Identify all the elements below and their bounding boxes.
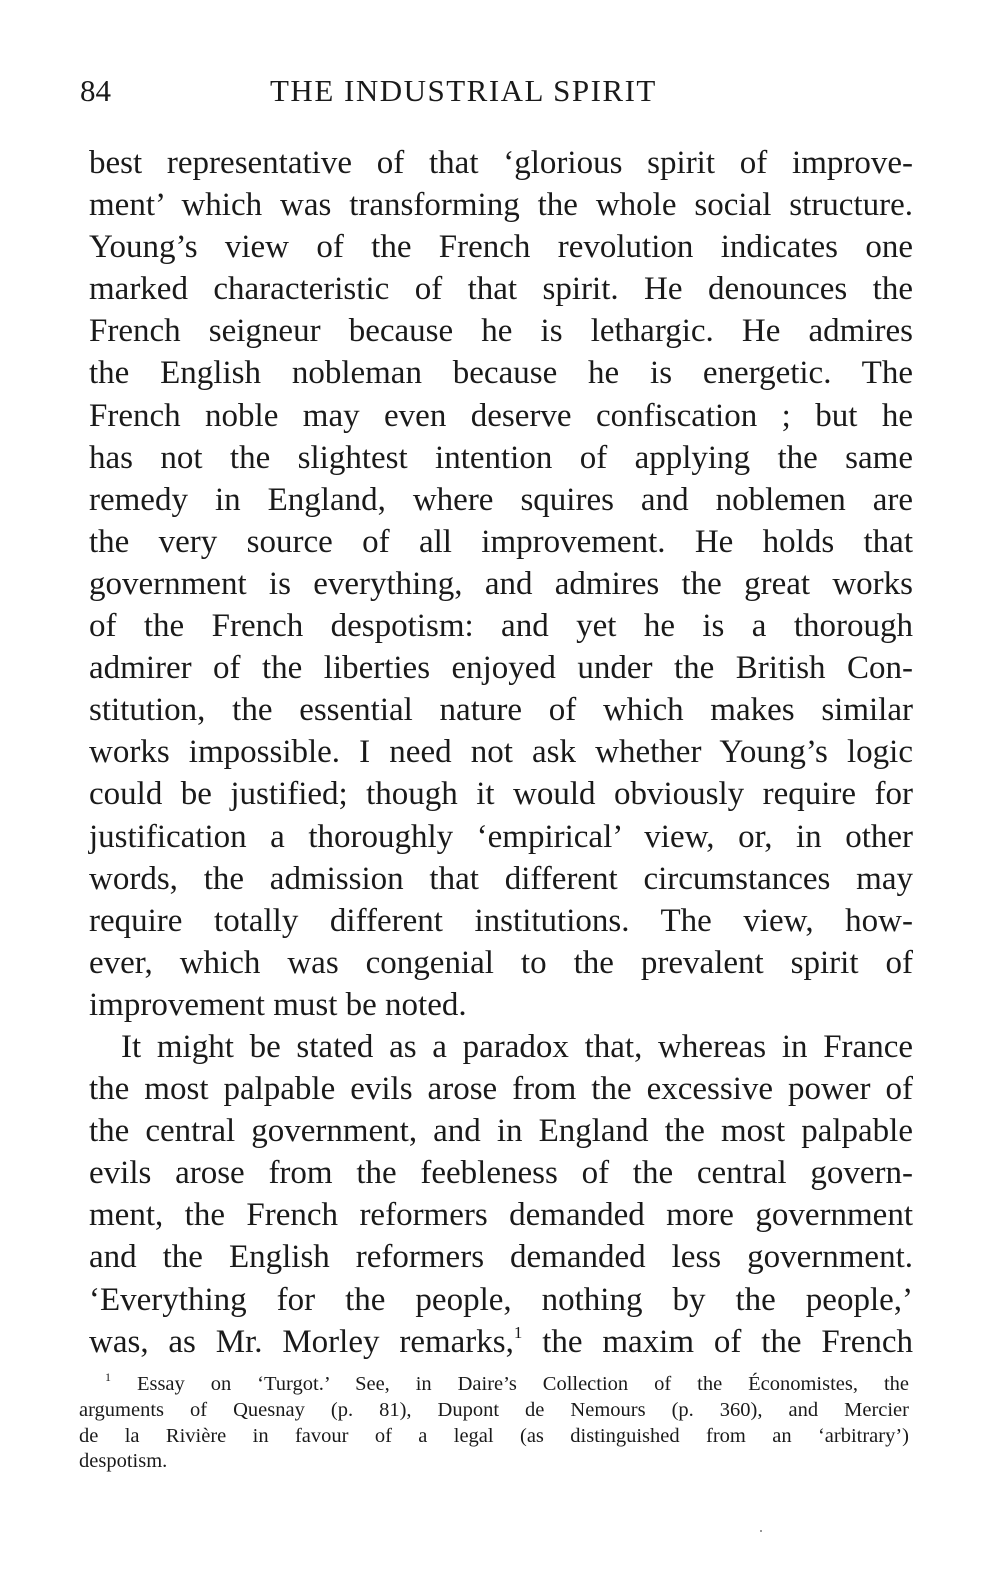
text-line: ment’ which was transforming the whole social structure.	[89, 187, 913, 224]
text-line: French seigneur because he is lethargic. He admires	[89, 313, 913, 350]
text-line: has not the slightest intention of applying the same	[89, 439, 913, 476]
text-line: marked characteristic of that spirit. He denounces the	[89, 271, 913, 308]
text-line: government is everything, and admires the great works	[89, 565, 913, 602]
text-line: require totally different institutions. The view, how-	[89, 902, 913, 939]
text-fragment: was, as Mr. Morley remarks,	[89, 1323, 514, 1360]
page-number: 84	[80, 73, 111, 108]
footnote-text: Essay on ‘Turgot.’ See, in Daire’s Collection of the Économistes, the	[136, 1373, 909, 1395]
text-line: the central government, and in England the most palpable	[89, 1113, 913, 1150]
text-line: of the French despotism: and yet he is a thorough	[89, 608, 913, 645]
text-line: evils arose from the feebleness of the central govern-	[89, 1155, 913, 1192]
text-line: works impossible. I need not ask whether Young’s logic	[89, 734, 913, 771]
footnote-line	[79, 1372, 909, 1398]
running-title: THE INDUSTRIAL SPIRIT	[270, 73, 657, 108]
text-line: and the English reformers demanded less government.	[89, 1239, 913, 1276]
paragraph-start-line: It might be stated as a paradox that, whereas in France	[121, 1028, 913, 1065]
text-line: words, the admission that different circumstances may	[89, 860, 913, 897]
text-line: ment, the French reformers demanded more government	[89, 1197, 913, 1234]
body-text	[89, 142, 913, 1363]
running-head	[80, 66, 920, 116]
text-fragment: the maxim of the French	[522, 1323, 913, 1360]
footnotes	[79, 1372, 909, 1475]
text-line: French noble may even deserve confiscation ; but he	[89, 397, 913, 434]
footnote-line: arguments of Quesnay (p. 81), Dupont de Nemours (p. 360), and Mercier	[79, 1398, 909, 1421]
footnote-line: despotism.	[79, 1450, 168, 1473]
text-line: admirer of the liberties enjoyed under the British Con-	[89, 650, 913, 687]
footnote-reference[interactable]: 1	[513, 1322, 523, 1342]
text-line: stitution, the essential nature of which makes similar	[89, 692, 913, 729]
text-line: could be justified; though it would obviously require for	[89, 776, 913, 813]
text-line: the very source of all improvement. He holds that	[89, 523, 913, 560]
text-line: the most palpable evils arose from the excessive power of	[89, 1071, 913, 1108]
print-speck	[760, 1530, 762, 1532]
paragraph-end-line: improvement must be noted.	[89, 986, 467, 1023]
text-line: ‘Everything for the people, nothing by the people,’	[89, 1281, 913, 1318]
text-line: the English nobleman because he is energetic. The	[89, 355, 913, 392]
footnote-line: de la Rivière in favour of a legal (as distinguished from an ‘arbitrary’)	[79, 1424, 909, 1447]
text-line: justification a thoroughly ‘empirical’ view, or, in other	[89, 818, 913, 855]
text-line: best representative of that ‘glorious spirit of improve-	[89, 145, 913, 181]
text-line-with-footnote-ref	[89, 1321, 913, 1363]
text-line: Young’s view of the French revolution indicates one	[89, 229, 913, 266]
text-line: remedy in England, where squires and noblemen are	[89, 481, 913, 518]
text-line: ever, which was congenial to the prevalent spirit of	[89, 944, 913, 981]
footnote-marker: 1	[105, 1370, 111, 1384]
